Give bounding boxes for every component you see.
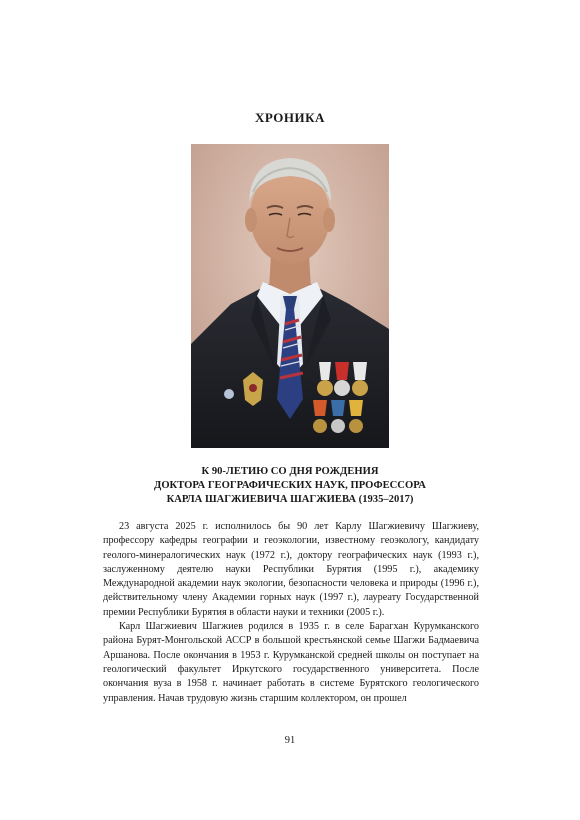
article-body: [103, 520, 479, 706]
portrait-illustration: [191, 144, 389, 448]
article-title-line-2: ДОКТОРА ГЕОГРАФИЧЕСКИХ НАУК, ПРОФЕССОРА: [154, 480, 426, 491]
page-number: 91: [284, 735, 296, 746]
paragraph-2: Карл Шагжиевич Шагжиев родился в 1935 г. в селе Барагхан Курумканского района Бурят-Монгольской АССР в большой крестьянской семье Шагжи Бадмаевича Аршанова. После окончания в 1953 г. Курумканской средней школы он поступает на геологический факультет Иркутского государственного университета. После окончания вуза в 1958 г. начинает работать в системе Бурятского геологического управления. Начав трудовую жизнь старшим коллектором, он прошел: [103, 621, 479, 704]
section-title: ХРОНИКА: [255, 110, 325, 125]
paragraph-1: 23 августа 2025 г. исполнилось бы 90 лет Карлу Шагжиевичу Шагжиеву, профессору кафедры географии и геоэкологии, известному геоэкологу, кандидату геолого-минералогических наук (1972 г.), доктору географических наук (1993 г.), заслуженному деятелю науки Республики Бурятия (1995 г.), академику Международной академии наук экологии, безопасности человека и природы (1996 г.), действительному члену Академии горных наук (1997 г.), лауреату Государственной премии Республики Бурятия в области науки и техники (2005 г.).: [103, 521, 479, 618]
article-title-line-3: КАРЛА ШАГЖИЕВИЧА ШАГЖИЕВА (1935–2017): [166, 494, 414, 505]
article-title-line-1: К 90-ЛЕТИЮ СО ДНЯ РОЖДЕНИЯ: [201, 466, 379, 477]
article-title: [60, 465, 520, 507]
portrait-photo: [191, 144, 389, 448]
